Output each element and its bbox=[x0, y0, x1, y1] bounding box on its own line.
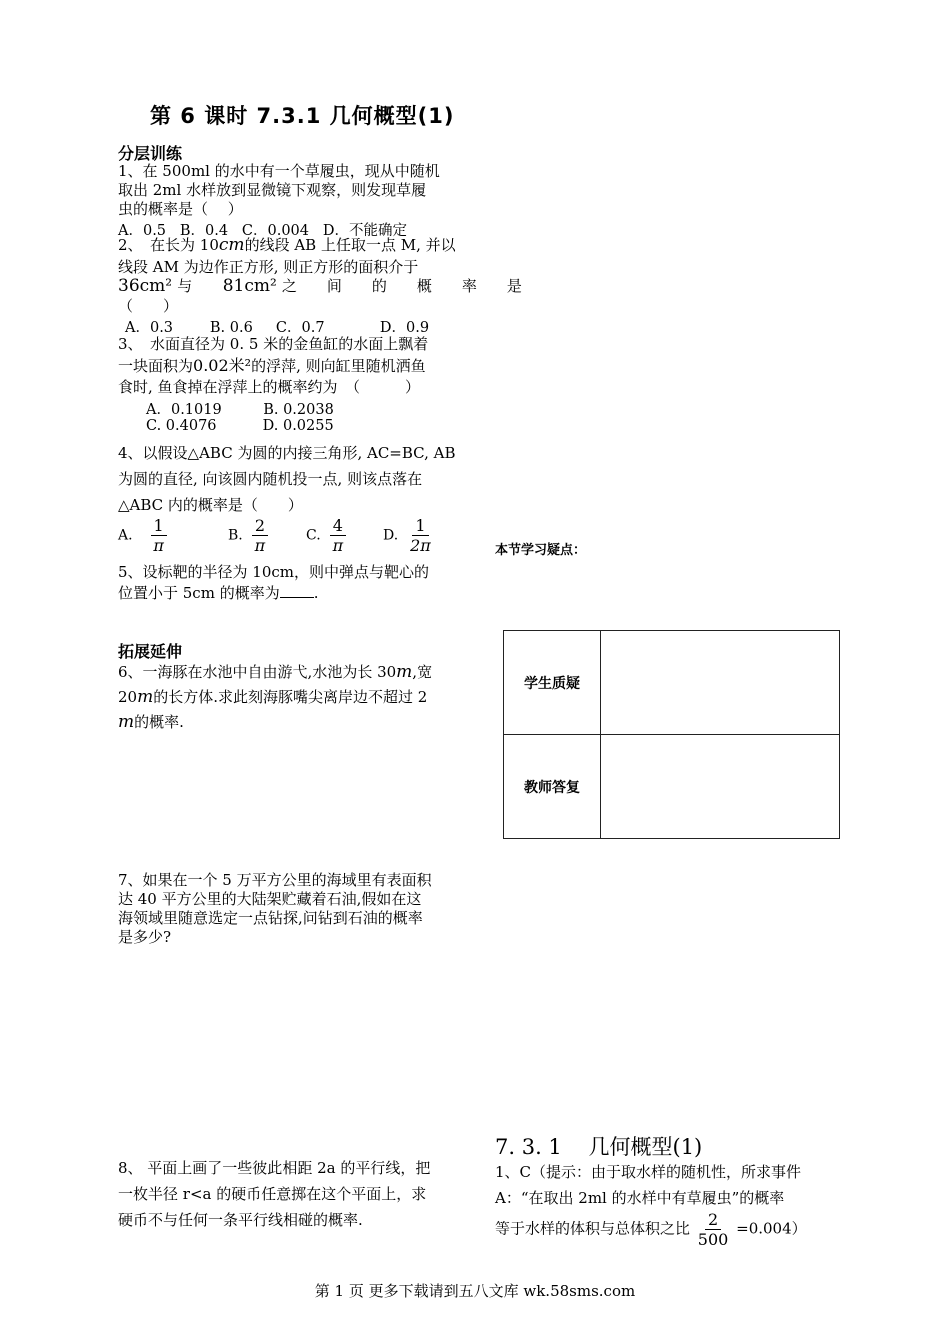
page-title: 第 6 课时 7.3.1 几何概型(1) bbox=[150, 104, 455, 128]
q1-option-b: B．0.4 bbox=[179, 223, 229, 239]
doubts-table bbox=[503, 630, 840, 839]
q7-line: 7、如果在一个 5 万平方公里的海域里有表面积 bbox=[118, 871, 432, 889]
question-8 bbox=[118, 1155, 468, 1233]
teacher-reply-cell[interactable] bbox=[601, 735, 840, 839]
answer-line: 1、C（提示：由于取水样的随机性，所求事件 bbox=[495, 1163, 802, 1181]
answers-title-text: 几何概型(1) bbox=[588, 1135, 703, 1159]
q3-option-b: B. 0.2038 bbox=[263, 402, 334, 418]
q1-option-a: A．0.5 bbox=[118, 223, 167, 239]
q2-paren: （ ） bbox=[118, 297, 179, 315]
section-heading-training: 分层训练 bbox=[118, 144, 183, 163]
q2-option-a: A．0.3 bbox=[125, 320, 174, 336]
q3-option-d: D. 0.0255 bbox=[262, 418, 334, 434]
answers-title bbox=[495, 1131, 702, 1161]
q2-mid: 与 bbox=[177, 277, 193, 295]
q8-line: 一枚半径 r<a 的硬币任意掷在这个平面上，求 bbox=[118, 1185, 427, 1203]
q2-area-2: 81cm² bbox=[222, 276, 277, 296]
q2-option-d: D．0.9 bbox=[379, 320, 430, 336]
q4-line: 4、以假设△ABC 为圆的内接三角形, AC=BC, AB bbox=[118, 444, 456, 462]
q4-option-a: A. $\frac{1}{\pi}$ bbox=[118, 516, 167, 555]
answer-line-3 bbox=[495, 1210, 807, 1249]
doubts-label: 本节学习疑点： bbox=[495, 543, 587, 558]
q7-line: 海领域里随意选定一点钻探,问钻到石油的概率 bbox=[118, 909, 423, 927]
q6-text: 6、一海豚在水池中自由游弋,水池为长 30 bbox=[118, 663, 397, 681]
q5-text-end: . bbox=[313, 584, 319, 602]
q3-option-a: A．0.1019 bbox=[146, 402, 222, 418]
answer-fraction: $\frac{2}{500}$ bbox=[697, 1210, 729, 1249]
q1-option-d: D．不能确定 bbox=[322, 223, 407, 239]
q4-option-d: D. $\frac{1}{2\pi}$ bbox=[383, 516, 431, 555]
q3-option-c: C. 0.4076 bbox=[146, 418, 217, 434]
answer-line: A：“在取出 2ml 的水样中有草履虫”的概率 bbox=[495, 1189, 785, 1207]
q1-line: 取出 2ml 水样放到显微镜下观察，则发现草履 bbox=[118, 181, 427, 199]
answer-text: 等于水样的体积与总体积之比 bbox=[495, 1219, 691, 1238]
answers-title-number: 7. 3. 1 bbox=[495, 1135, 562, 1159]
q3-text: 的浮萍, 则向缸里随机洒鱼 bbox=[251, 357, 426, 375]
q3-options-row2 bbox=[146, 418, 334, 434]
q2-text: 的线段 AB 上任取一点 M, 并以 bbox=[244, 236, 456, 254]
q2-area-line bbox=[118, 276, 522, 296]
q8-line: 硬币不与任何一条平行线相碰的概率. bbox=[118, 1211, 363, 1229]
q6-unit: m bbox=[396, 662, 413, 682]
question-5 bbox=[118, 562, 468, 604]
q2-unit: cm bbox=[218, 235, 245, 255]
q2-tail: 之 间 的 概 率 是 bbox=[281, 277, 522, 295]
q3-line: 食时, 鱼食掉在浮萍上的概率约为 （ ） bbox=[118, 378, 421, 396]
q2-option-c: C．0.7 bbox=[275, 320, 325, 336]
q5-line: 5、设标靶的半径为 10cm，则中弹点与靶心的 bbox=[118, 563, 430, 581]
q3-area: 0.02米² bbox=[193, 356, 252, 375]
q4-line: 为圆的直径, 向该圆内随机投一点, 则该点落在 bbox=[118, 470, 423, 488]
q6-text: 的长方体.求此刻海豚嘴尖离岸边不超过 2 bbox=[153, 688, 428, 706]
question-3 bbox=[118, 334, 468, 398]
question-7 bbox=[118, 871, 468, 947]
q6-text: 20 bbox=[118, 688, 138, 706]
page-footer: 第 1 页 更多下载请到五八文库 wk.58sms.com bbox=[314, 1282, 636, 1300]
q2-area-1: 36cm² bbox=[118, 276, 173, 296]
answer-text-end: =0.004） bbox=[736, 1219, 807, 1238]
student-question-label: 学生质疑 bbox=[504, 631, 601, 735]
q6-unit: m bbox=[118, 712, 135, 732]
q7-line: 达 40 平方公里的大陆架贮藏着石油,假如在这 bbox=[118, 890, 422, 908]
q6-unit: m bbox=[137, 687, 154, 707]
question-2 bbox=[118, 236, 468, 277]
q1-line: 1、在 500ml 的水中有一个草履虫，现从中随机 bbox=[118, 162, 440, 180]
question-1 bbox=[118, 162, 468, 219]
q2-text: 2、 在长为 10 bbox=[118, 236, 219, 254]
q2-option-b: B. 0.6 bbox=[209, 320, 253, 336]
q5-answer-blank[interactable] bbox=[280, 583, 314, 598]
q4-line: △ABC 内的概率是（ ） bbox=[118, 496, 303, 514]
question-4 bbox=[118, 440, 468, 518]
q4-option-c: C. $\frac{4}{\pi}$ bbox=[306, 516, 346, 555]
q6-text: 的概率. bbox=[134, 713, 184, 731]
q2-line2: 线段 AM 为边作正方形, 则正方形的面积介于 bbox=[118, 258, 419, 276]
section-heading-extension: 拓展延伸 bbox=[118, 642, 183, 661]
student-question-cell[interactable] bbox=[601, 631, 840, 735]
q8-line: 8、 平面上画了一些彼此相距 2a 的平行线，把 bbox=[118, 1159, 431, 1177]
teacher-reply-label: 教师答复 bbox=[504, 735, 601, 839]
question-6 bbox=[118, 660, 468, 735]
q4-option-b: B. $\frac{2}{\pi}$ bbox=[228, 516, 268, 555]
q7-line: 是多少? bbox=[118, 928, 172, 946]
q5-text: 位置小于 5cm 的概率为 bbox=[118, 584, 280, 602]
q1-option-c: C．0.004 bbox=[241, 223, 310, 239]
q1-line: 虫的概率是（ ） bbox=[118, 200, 243, 218]
answers-body bbox=[495, 1159, 845, 1211]
q3-line: 3、 水面直径为 0. 5 米的金鱼缸的水面上飘着 bbox=[118, 335, 429, 353]
q3-options-row1 bbox=[146, 398, 334, 419]
q3-text: 一块面积为 bbox=[118, 357, 194, 375]
q6-text: ,宽 bbox=[412, 663, 433, 681]
